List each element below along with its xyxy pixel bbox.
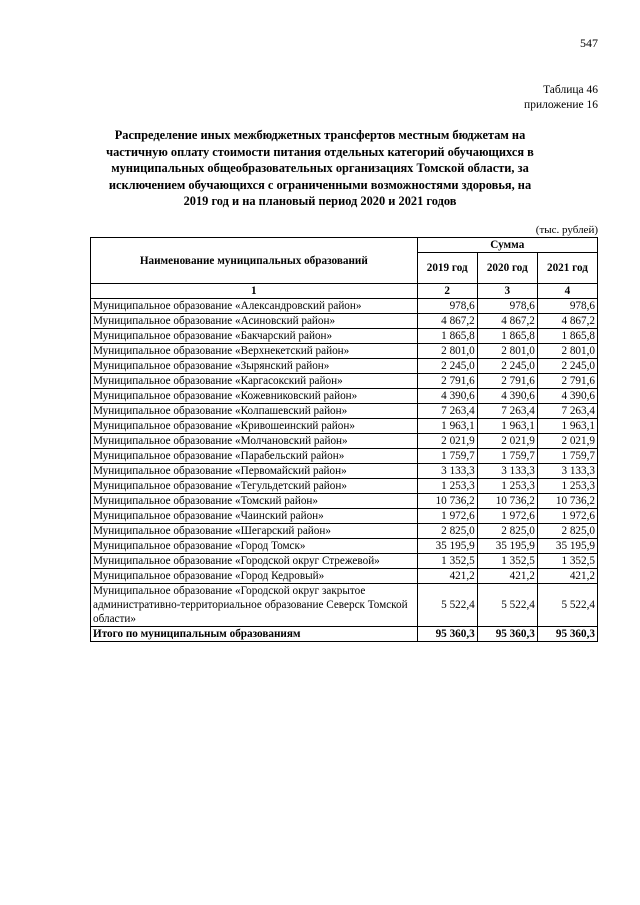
table-row: [91, 344, 598, 359]
table-row: [91, 389, 598, 404]
total-2021: 95 360,3: [537, 627, 597, 642]
header-year-2019: 2019 год: [417, 253, 477, 284]
value-2019: 1 865,8: [417, 329, 477, 344]
municipality-name: Муниципальное образование «Городской округ закрытое административно-территориальное образование Северск Томской области»: [91, 584, 418, 627]
table-row: [91, 569, 598, 584]
total-2020: 95 360,3: [477, 627, 537, 642]
value-2020: 1 352,5: [477, 554, 537, 569]
column-index: 2: [417, 284, 477, 299]
municipality-name: Муниципальное образование «Первомайский район»: [91, 464, 418, 479]
appendix-number: приложение 16: [524, 99, 598, 111]
value-2020: 5 522,4: [477, 584, 537, 627]
value-2021: 978,6: [537, 299, 597, 314]
value-2021: 35 195,9: [537, 539, 597, 554]
table-row: [91, 509, 598, 524]
municipality-name: Муниципальное образование «Городской округ Стрежевой»: [91, 554, 418, 569]
table-row: [91, 404, 598, 419]
value-2020: 4 390,6: [477, 389, 537, 404]
table-row: [91, 359, 598, 374]
municipality-name: Муниципальное образование «Парабельский район»: [91, 449, 418, 464]
value-2019: 1 759,7: [417, 449, 477, 464]
value-2020: 1 963,1: [477, 419, 537, 434]
page-number: 547: [580, 36, 598, 50]
value-2019: 421,2: [417, 569, 477, 584]
municipality-name: Муниципальное образование «Бакчарский район»: [91, 329, 418, 344]
value-2020: 2 801,0: [477, 344, 537, 359]
value-2021: 1 972,6: [537, 509, 597, 524]
table-row: [91, 494, 598, 509]
value-2021: 1 759,7: [537, 449, 597, 464]
value-2019: 2 791,6: [417, 374, 477, 389]
table-row: [91, 539, 598, 554]
value-2019: 2 245,0: [417, 359, 477, 374]
value-2019: 1 963,1: [417, 419, 477, 434]
value-2019: 3 133,3: [417, 464, 477, 479]
value-2019: 7 263,4: [417, 404, 477, 419]
municipality-name: Муниципальное образование «Зырянский район»: [91, 359, 418, 374]
value-2021: 4 390,6: [537, 389, 597, 404]
value-2019: 1 352,5: [417, 554, 477, 569]
value-2021: 1 865,8: [537, 329, 597, 344]
column-index: 4: [537, 284, 597, 299]
value-2019: 2 825,0: [417, 524, 477, 539]
value-2019: 2 021,9: [417, 434, 477, 449]
table-row: [91, 449, 598, 464]
value-2021: 3 133,3: [537, 464, 597, 479]
value-2020: 1 759,7: [477, 449, 537, 464]
table-row: [91, 434, 598, 449]
total-row: [91, 627, 598, 642]
value-2020: 2 791,6: [477, 374, 537, 389]
value-2019: 4 390,6: [417, 389, 477, 404]
document-title: [100, 127, 540, 210]
value-2020: 1 865,8: [477, 329, 537, 344]
value-2021: 1 963,1: [537, 419, 597, 434]
value-2020: 1 253,3: [477, 479, 537, 494]
value-2019: 978,6: [417, 299, 477, 314]
municipality-name: Муниципальное образование «Кожевниковский район»: [91, 389, 418, 404]
value-2019: 4 867,2: [417, 314, 477, 329]
table-row: [91, 584, 598, 627]
value-2021: 2 245,0: [537, 359, 597, 374]
table-row: [91, 329, 598, 344]
value-2019: 10 736,2: [417, 494, 477, 509]
municipality-name: Муниципальное образование «Каргасокский район»: [91, 374, 418, 389]
municipality-name: Муниципальное образование «Город Томск»: [91, 539, 418, 554]
municipality-name: Муниципальное образование «Тегульдетский район»: [91, 479, 418, 494]
value-2020: 2 245,0: [477, 359, 537, 374]
column-index: 1: [91, 284, 418, 299]
municipality-name: Муниципальное образование «Колпашевский район»: [91, 404, 418, 419]
value-2020: 978,6: [477, 299, 537, 314]
municipality-name: Муниципальное образование «Кривошеинский район»: [91, 419, 418, 434]
value-2020: 1 972,6: [477, 509, 537, 524]
title-line: частичную оплату стоимости питания отдельных категорий обучающихся в: [106, 144, 534, 159]
municipality-name: Муниципальное образование «Город Кедровый»: [91, 569, 418, 584]
table-row: [91, 374, 598, 389]
value-2020: 2 021,9: [477, 434, 537, 449]
value-2020: 421,2: [477, 569, 537, 584]
value-2020: 35 195,9: [477, 539, 537, 554]
header-name-column: Наименование муниципальных образований: [91, 238, 418, 284]
table-row: [91, 554, 598, 569]
value-2020: 3 133,3: [477, 464, 537, 479]
table-row: [91, 299, 598, 314]
table-body: [91, 299, 598, 642]
value-2021: 5 522,4: [537, 584, 597, 627]
title-line: исключением обучающихся с ограниченными возможностями здоровья, на: [108, 177, 532, 192]
total-label: Итого по муниципальным образованиям: [91, 627, 418, 642]
municipality-name: Муниципальное образование «Шегарский район»: [91, 524, 418, 539]
value-2019: 5 522,4: [417, 584, 477, 627]
title-line: муниципальных общеобразовательных организациях Томской области, за: [111, 161, 529, 176]
municipality-name: Муниципальное образование «Асиновский район»: [91, 314, 418, 329]
value-2019: 1 253,3: [417, 479, 477, 494]
value-2021: 421,2: [537, 569, 597, 584]
table-row: [91, 314, 598, 329]
municipality-name: Муниципальное образование «Александровский район»: [91, 299, 418, 314]
header-year-2020: 2020 год: [477, 253, 537, 284]
value-2021: 7 263,4: [537, 404, 597, 419]
value-2021: 2 825,0: [537, 524, 597, 539]
table-row: [91, 479, 598, 494]
value-2020: 4 867,2: [477, 314, 537, 329]
budget-table: [90, 237, 598, 642]
table-row: [91, 524, 598, 539]
value-2021: 4 867,2: [537, 314, 597, 329]
value-2021: 10 736,2: [537, 494, 597, 509]
title-line: Распределение иных межбюджетных трансфертов местным бюджетам на: [114, 128, 526, 142]
total-2019: 95 360,3: [417, 627, 477, 642]
column-index: 3: [477, 284, 537, 299]
units-label: (тыс. рублей): [535, 224, 598, 236]
value-2020: 7 263,4: [477, 404, 537, 419]
value-2021: 2 801,0: [537, 344, 597, 359]
municipality-name: Муниципальное образование «Верхнекетский район»: [91, 344, 418, 359]
value-2020: 10 736,2: [477, 494, 537, 509]
header-sum-group: Сумма: [417, 238, 597, 253]
table-row: [91, 464, 598, 479]
municipality-name: Муниципальное образование «Молчановский район»: [91, 434, 418, 449]
value-2019: 2 801,0: [417, 344, 477, 359]
municipality-name: Муниципальное образование «Томский район»: [91, 494, 418, 509]
table-row: [91, 419, 598, 434]
header-year-2021: 2021 год: [537, 253, 597, 284]
value-2021: 2 021,9: [537, 434, 597, 449]
value-2021: 2 791,6: [537, 374, 597, 389]
title-line: 2019 год и на плановый период 2020 и 2021 годов: [183, 194, 457, 209]
value-2020: 2 825,0: [477, 524, 537, 539]
table-number: Таблица 46: [543, 84, 598, 96]
value-2019: 35 195,9: [417, 539, 477, 554]
value-2021: 1 253,3: [537, 479, 597, 494]
municipality-name: Муниципальное образование «Чаинский район»: [91, 509, 418, 524]
table-reference: [524, 83, 598, 113]
value-2021: 1 352,5: [537, 554, 597, 569]
value-2019: 1 972,6: [417, 509, 477, 524]
